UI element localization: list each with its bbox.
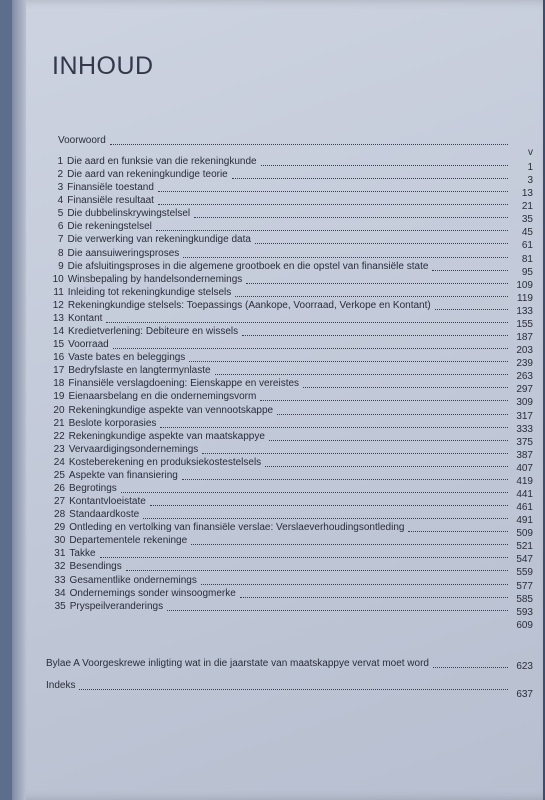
toc-row	[53, 600, 533, 618]
dot-leader	[265, 465, 508, 467]
chapter-page: 309	[516, 397, 533, 409]
chapter-page: 3	[527, 175, 533, 187]
dot-leader	[113, 347, 508, 349]
dot-leader	[194, 216, 508, 218]
chapter-page: 609	[516, 619, 533, 631]
foreword-label: Voorwoord	[58, 135, 106, 146]
chapter-page: 21	[521, 201, 533, 213]
dot-leader	[100, 556, 508, 558]
toc-row	[50, 169, 533, 187]
chapter-number: 12	[52, 299, 64, 311]
dot-leader	[255, 242, 508, 244]
toc-row	[50, 221, 533, 239]
chapter-page: 239	[516, 358, 533, 370]
toc-row	[52, 522, 533, 540]
chapter-page: 577	[516, 580, 533, 592]
dot-leader	[246, 282, 508, 284]
chapter-page: 61	[521, 240, 533, 252]
dot-leader	[235, 295, 508, 297]
chapter-number: 3	[57, 182, 64, 194]
dot-leader	[121, 491, 508, 493]
chapter-title: Rekeningkundige stelsels: Toepassings (Aankope, Voorraad, Verkope en Kontant)	[67, 299, 431, 311]
chapter-number: 15	[52, 339, 65, 351]
chapter-number: 1	[57, 156, 63, 167]
toc-row	[50, 195, 533, 213]
toc-row	[52, 430, 533, 448]
toc-row	[52, 417, 533, 435]
chapter-number: 18	[53, 378, 65, 390]
dot-leader	[143, 517, 508, 519]
chapter-page: 593	[516, 606, 533, 618]
chapter-page: 203	[516, 345, 533, 357]
dot-leader	[156, 229, 508, 231]
chapter-number: 35	[54, 600, 66, 612]
chapter-number: 28	[54, 509, 66, 521]
toc-row	[52, 548, 533, 566]
chapter-title: Begrotings	[69, 483, 117, 494]
toc-row	[51, 378, 533, 396]
chapter-title: Besendings	[69, 561, 122, 573]
dot-leader	[79, 688, 508, 690]
dot-leader	[182, 478, 508, 480]
toc-row	[51, 312, 533, 330]
chapter-number: 16	[53, 352, 65, 364]
chapter-page: 109	[516, 279, 533, 291]
chapter-number: 23	[53, 443, 65, 455]
chapter-title: Aspekte van finansiering	[68, 469, 178, 481]
chapter-title: Vaste bates en beleggings	[68, 352, 186, 364]
dot-leader	[189, 360, 508, 362]
chapter-title: Voorraad	[68, 339, 109, 351]
toc-row	[51, 273, 533, 291]
chapter-title: Die aard van rekeningkundige teorie	[67, 169, 228, 181]
chapter-title: Die rekeningstelsel	[67, 221, 152, 233]
chapter-number: 9	[58, 260, 64, 272]
dot-leader	[277, 413, 508, 415]
chapter-title: Finansiële verslagdoening: Eienskappe en vereistes	[68, 378, 300, 390]
dot-leader	[261, 164, 508, 166]
book-page	[12, 0, 543, 800]
chapter-number: 22	[53, 430, 65, 442]
chapter-page: 317	[516, 410, 533, 422]
dot-leader	[158, 203, 508, 205]
chapter-title: Die aansuiweringsproses	[67, 247, 180, 259]
dot-leader	[202, 452, 508, 454]
dot-leader	[191, 543, 508, 545]
chapter-title: Departementele rekeninge	[69, 535, 188, 547]
chapter-title: Finansiële resultaat	[67, 195, 154, 207]
chapter-number: 34	[54, 587, 66, 599]
foreword-row	[58, 135, 533, 158]
chapter-page: 187	[516, 332, 533, 344]
chapter-number: 21	[53, 417, 65, 429]
dot-leader	[160, 426, 508, 428]
chapter-title: Die afsluitingsproses in die algemene grootboek en die opstel van finansiële state	[67, 260, 429, 272]
chapter-title: Eienaarsbelang en die ondernemingsvorm	[68, 391, 257, 403]
toc-row	[52, 456, 533, 474]
chapter-number: 14	[52, 326, 65, 338]
index-page: 637	[516, 689, 533, 700]
chapter-number: 6	[57, 221, 64, 233]
appendix-label: Bylae A Voorgeskrewe inligting wat in die jaarstate van maatskappye vervat moet word	[46, 658, 429, 669]
chapter-page: 547	[516, 554, 533, 566]
dot-leader	[126, 569, 508, 571]
page-title: INHOUD	[52, 52, 154, 80]
toc-row	[51, 286, 533, 304]
chapter-title: Kontantvloeistate	[69, 496, 146, 508]
toc-row	[50, 208, 533, 226]
index-label: Indeks	[46, 680, 76, 691]
chapter-title: Rekeningkundige aspekte van vennootskappe	[68, 404, 274, 416]
chapter-page: 585	[516, 593, 533, 605]
dot-leader	[435, 308, 508, 310]
dot-leader	[110, 143, 508, 145]
chapter-page: 13	[521, 188, 533, 200]
toc-row	[51, 339, 533, 357]
dot-leader	[240, 596, 508, 598]
toc-row	[53, 587, 533, 605]
toc-row	[52, 535, 533, 553]
chapter-number: 27	[53, 496, 66, 508]
chapter-page: 521	[516, 541, 533, 553]
chapter-page: 95	[521, 266, 533, 278]
chapter-page: 263	[516, 371, 533, 383]
toc-row	[52, 496, 533, 514]
chapter-title: Die aard en funksie van die rekeningkunde	[67, 156, 257, 167]
dot-leader	[269, 439, 508, 441]
chapter-number: 26	[53, 483, 65, 494]
chapter-title: Finansiële toestand	[67, 182, 154, 194]
chapter-number: 8	[57, 247, 64, 259]
dot-leader	[432, 269, 508, 271]
appendix-row	[46, 658, 533, 670]
toc-row	[53, 574, 533, 592]
chapter-page: 45	[521, 227, 533, 239]
chapter-page: 441	[516, 489, 533, 500]
chapter-number: 17	[53, 365, 65, 377]
chapter-page: 119	[517, 292, 533, 304]
chapter-number: 29	[54, 522, 66, 534]
chapter-title: Kredietverlening: Debiteure en wissels	[68, 326, 239, 338]
toc-row	[53, 614, 533, 631]
chapter-number: 25	[53, 469, 65, 481]
chapter-title: Pryspeilveranderings	[69, 600, 164, 612]
chapter-page: 35	[521, 214, 533, 226]
toc-row	[50, 234, 533, 252]
chapter-page: 333	[516, 423, 533, 435]
chapter-title: Standaardkoste	[69, 509, 140, 521]
chapter-page: 407	[516, 462, 533, 474]
chapter-page: 559	[516, 567, 533, 579]
chapter-page: 1	[527, 162, 533, 173]
dot-leader	[201, 583, 508, 585]
chapter-page: 419	[516, 475, 533, 487]
chapter-number: 7	[57, 234, 64, 246]
toc-row	[52, 469, 533, 487]
chapter-page: 81	[521, 253, 533, 265]
chapter-title: Bedryfslaste en langtermynlaste	[68, 365, 211, 377]
toc-row	[50, 182, 533, 200]
chapter-number: 24	[53, 456, 65, 468]
toc-row	[51, 299, 533, 317]
toc-row	[50, 156, 533, 173]
chapter-number: 33	[54, 574, 66, 586]
chapter-title: Winsbepaling by handelsondernemings	[67, 273, 243, 285]
toc-row	[52, 443, 533, 461]
appendix-page: 623	[516, 661, 533, 672]
dot-leader	[408, 530, 508, 532]
index-row	[46, 680, 533, 700]
dot-leader	[215, 373, 508, 375]
chapter-title: Inleiding tot rekeningkundige stelsels	[67, 286, 232, 298]
chapter-title: Takke	[69, 548, 96, 560]
chapter-number: 10	[52, 273, 64, 285]
foreword-page: v	[528, 147, 533, 158]
chapter-page: 491	[516, 515, 533, 527]
chapter-page: 387	[516, 449, 533, 461]
toc-row	[52, 509, 533, 527]
chapter-title: Die verwerking van rekeningkundige data	[67, 234, 251, 246]
dot-leader	[183, 256, 508, 258]
chapter-title: Beslote korporasies	[68, 417, 157, 429]
chapter-title: Rekeningkundige aspekte van maatskappye	[68, 430, 265, 442]
chapter-title: Ontleding en vertolking van finansiële verslae: Verslaeverhoudingsontleding	[69, 522, 405, 534]
toc-row	[51, 365, 533, 383]
chapter-page: 461	[516, 502, 533, 514]
chapter-number: 11	[53, 286, 64, 298]
chapter-title: Kosteberekening en produksiekostestelsels	[68, 456, 262, 468]
chapter-title: Gesamentlike ondernemings	[69, 574, 197, 586]
chapter-number: 32	[54, 561, 66, 573]
toc-row	[52, 561, 533, 579]
dot-leader	[260, 399, 508, 401]
dot-leader	[106, 321, 508, 323]
chapter-number: 13	[52, 312, 64, 324]
dot-leader	[167, 609, 508, 611]
chapter-number: 19	[53, 391, 65, 403]
toc-row	[51, 326, 533, 344]
toc-row	[51, 352, 533, 370]
chapter-page: 375	[516, 436, 533, 448]
chapter-number: 31	[54, 548, 66, 560]
chapter-number: 20	[53, 404, 65, 416]
chapter-page: 509	[516, 528, 533, 540]
dot-leader	[433, 666, 508, 668]
chapter-number: 30	[54, 535, 66, 547]
dot-leader	[158, 190, 508, 192]
dot-leader	[232, 177, 508, 179]
chapter-title: Vervaardigingsondernemings	[68, 443, 199, 455]
toc-row	[51, 391, 533, 409]
dot-leader	[150, 504, 508, 506]
page-binding-edge	[12, 0, 26, 800]
chapter-title: Kontant	[67, 312, 103, 324]
toc-row	[52, 404, 533, 422]
chapter-page: 133	[516, 305, 533, 317]
chapter-title: Die dubbelinskrywingstelsel	[67, 208, 191, 220]
chapter-number: 5	[57, 208, 64, 220]
chapter-number: 2	[57, 169, 64, 181]
dot-leader	[242, 334, 508, 336]
dot-leader	[303, 386, 508, 388]
chapter-page: 155	[516, 318, 533, 330]
toc-row	[51, 247, 533, 265]
chapter-page: 297	[516, 384, 533, 396]
toc-row	[52, 483, 533, 500]
chapter-number: 4	[57, 195, 64, 207]
chapter-title: Ondernemings sonder winsoogmerke	[69, 587, 236, 599]
toc-row	[51, 260, 533, 278]
